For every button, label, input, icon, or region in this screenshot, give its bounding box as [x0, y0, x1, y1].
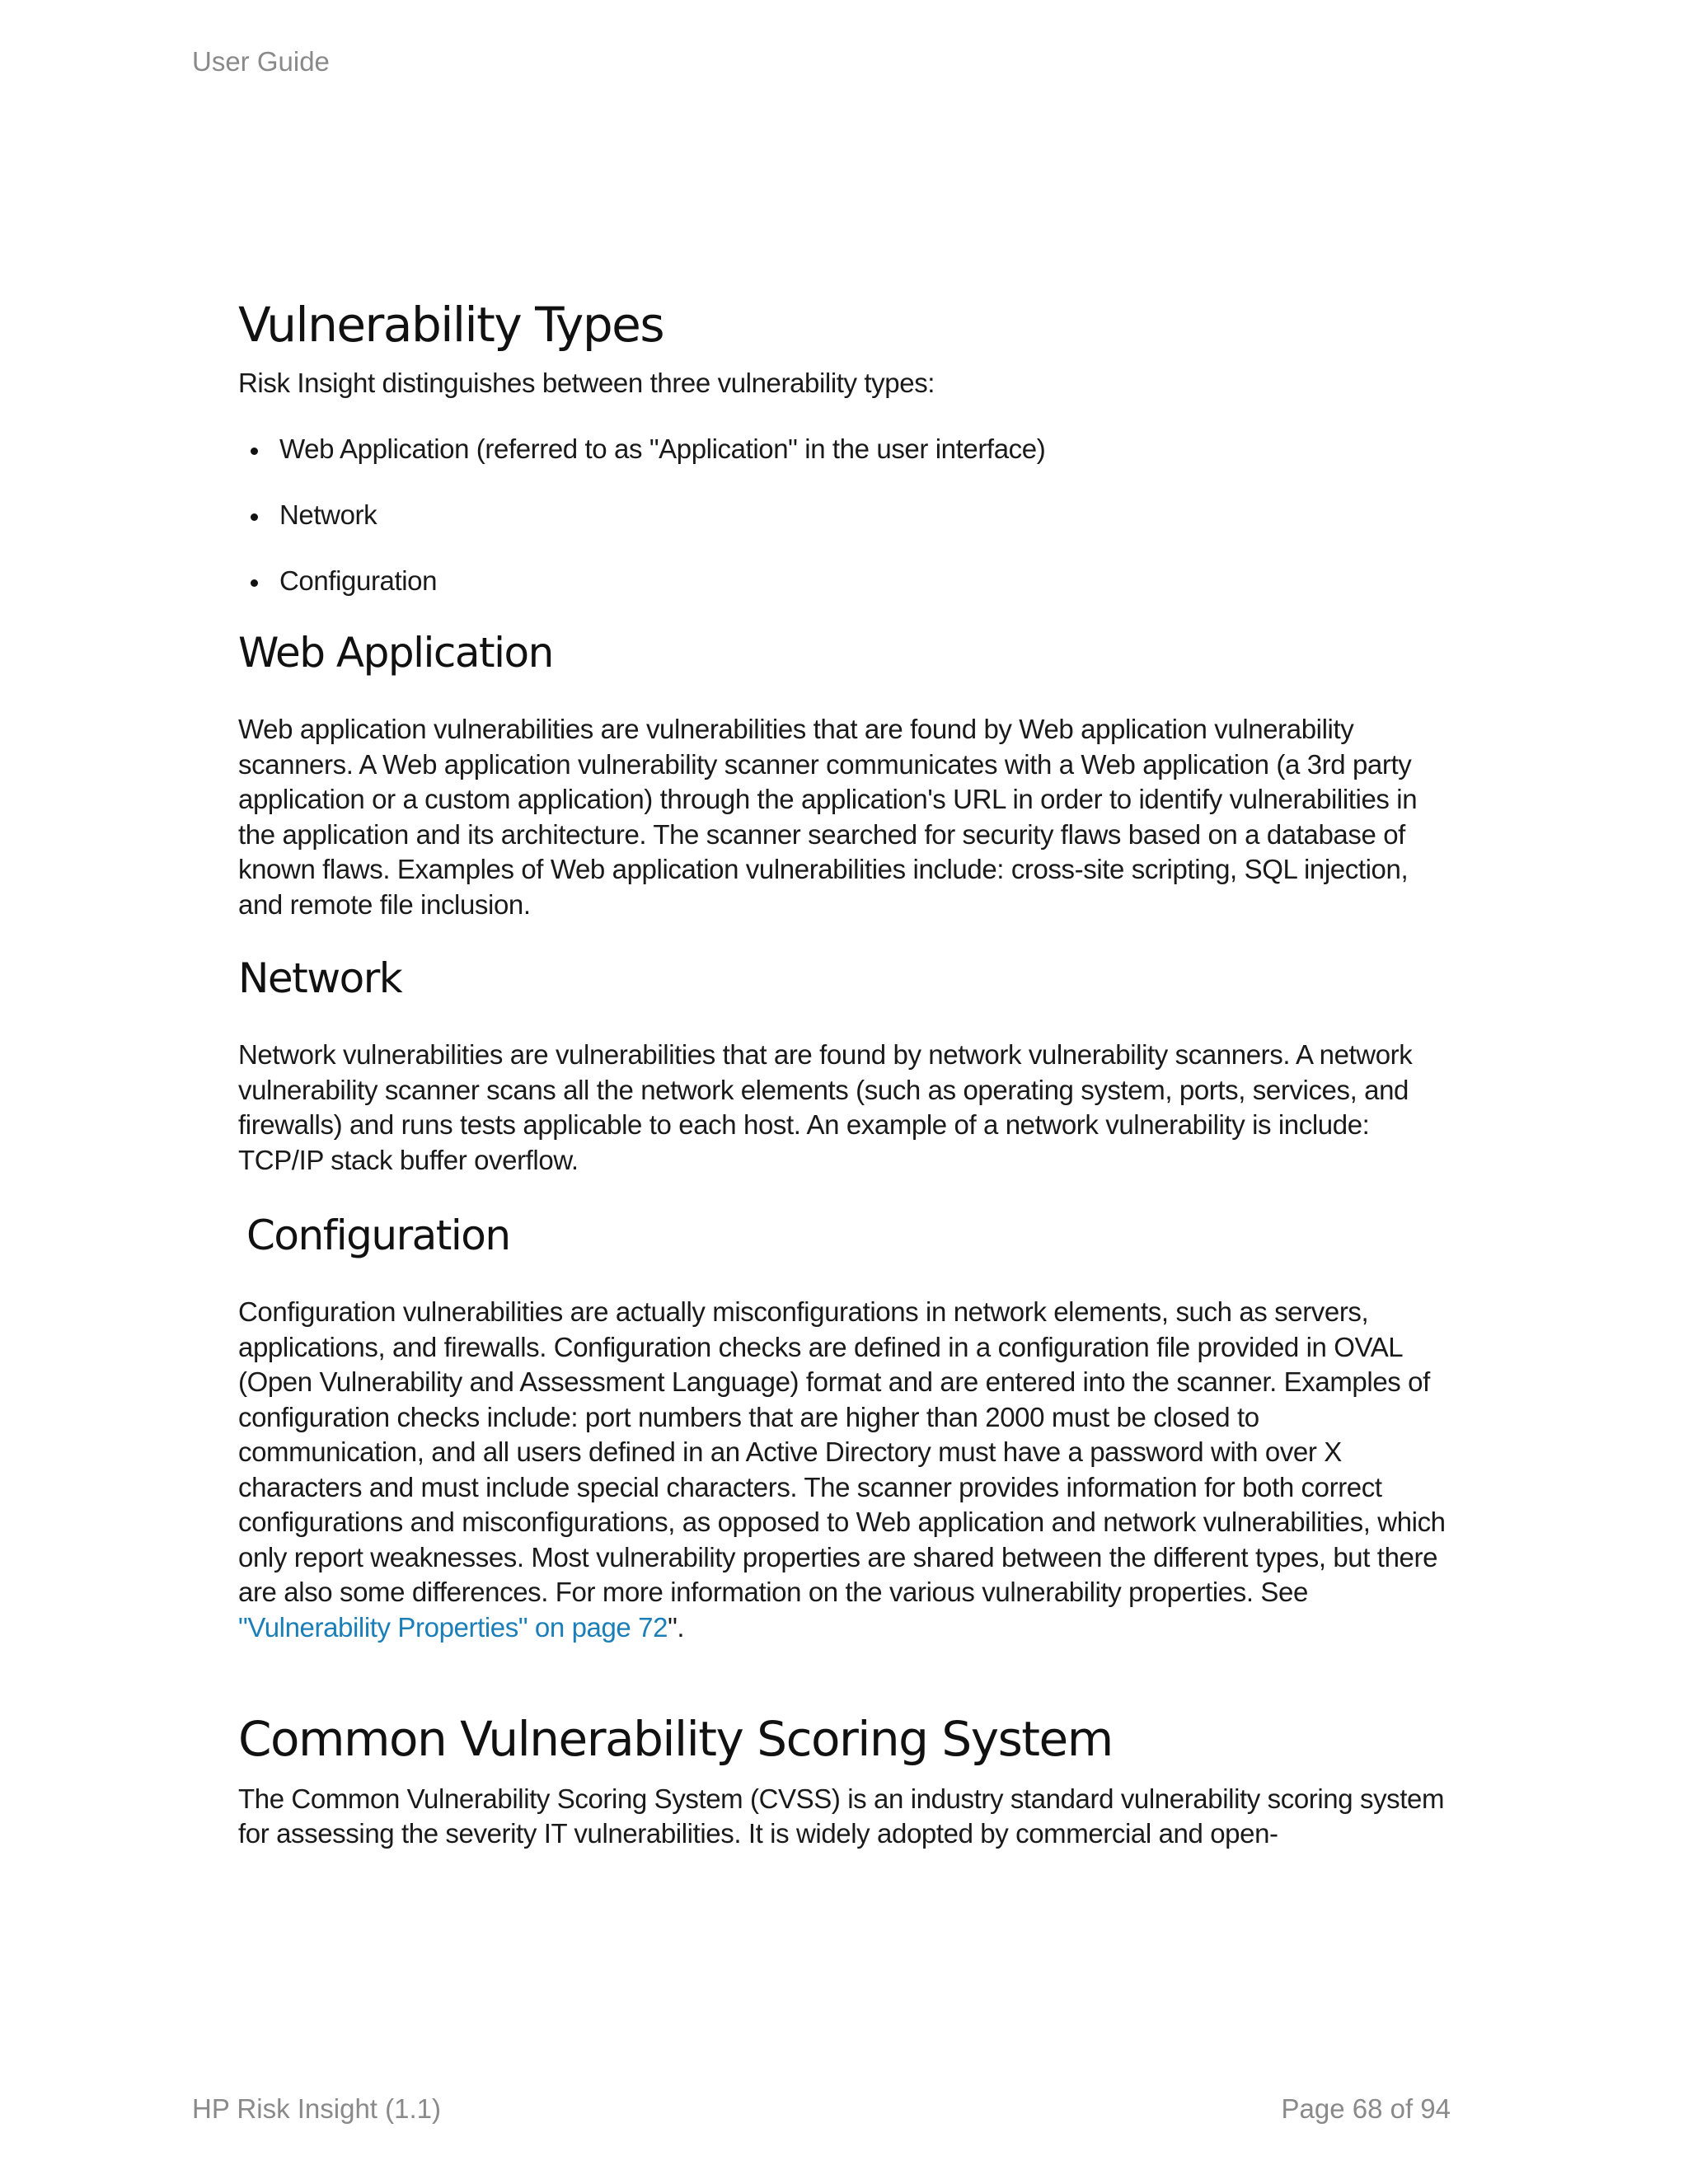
- configuration-text-end: ".: [668, 1611, 685, 1643]
- vulnerability-types-intro: Risk Insight distinguishes between three vulnerability types:: [238, 367, 935, 398]
- list-item: Configuration: [238, 564, 1450, 598]
- cvss-heading: Common Vulnerability Scoring System: [238, 1711, 1113, 1768]
- footer-product: HP Risk Insight (1.1): [192, 2093, 441, 2124]
- configuration-paragraph: [238, 1295, 1450, 1645]
- cvss-paragraph: The Common Vulnerability Scoring System (CVSS) is an industry standard vulnerability scoring system for assessing the severity IT vulnerabilities. It is widely adopted by commercial and open-: [238, 1783, 1445, 1849]
- network-paragraph: Network vulnerabilities are vulnerabilities that are found by network vulnerability scanners. A network vulnerability scanner scans all the network elements (such as operating system, ports, services, and firewalls) and runs tests applicable to each host. An example of a network vulnerability is include: TCP/IP stack buffer overflow.: [238, 1039, 1413, 1175]
- network-heading: Network: [238, 954, 402, 1003]
- vulnerability-types-heading: Vulnerability Types: [238, 297, 664, 353]
- list-item: Network: [238, 498, 1450, 532]
- list-item: Web Application (referred to as "Application" in the user interface): [238, 432, 1450, 466]
- web-application-paragraph: Web application vulnerabilities are vulnerabilities that are found by Web application vulnerability scanners. A Web application vulnerability scanner communicates with a Web application (a 3rd party application or a custom application) through the application's URL in order to identify vulnerabilities in the application and its architecture. The scanner searched for security flaws based on a database of known flaws. Examples of Web application vulnerabilities include: cross-site scripting, SQL injection, and remote file inclusion.: [238, 714, 1418, 920]
- web-application-heading: Web Application: [238, 629, 553, 677]
- page-content: [238, 297, 1450, 1852]
- configuration-text: Configuration vulnerabilities are actually misconfigurations in network elements, such as servers, applications, and firewalls. Configuration checks are defined in a configuration file provided in OVAL (Open Vulnerability and Assessment Language) format and are entered into the scanner. Examples of configuration checks include: port numbers that are higher than 2000 must be closed to communication, and all users defined in an Active Directory must have a password with over X characters and must include special characters. The scanner provides information for both correct configurations and misconfigurations, as opposed to Web application and network vulnerabilities, which only report weaknesses. Most vulnerability properties are shared between the different types, but there are also some differences. For more information on the various vulnerability properties. See: [238, 1296, 1446, 1608]
- vulnerability-properties-link[interactable]: "Vulnerability Properties" on page 72: [238, 1611, 668, 1643]
- footer-page-number: Page 68 of 94: [1281, 2093, 1451, 2124]
- configuration-heading: Configuration: [246, 1212, 510, 1260]
- running-header: User Guide: [192, 46, 330, 77]
- vulnerability-types-list: [238, 432, 1450, 598]
